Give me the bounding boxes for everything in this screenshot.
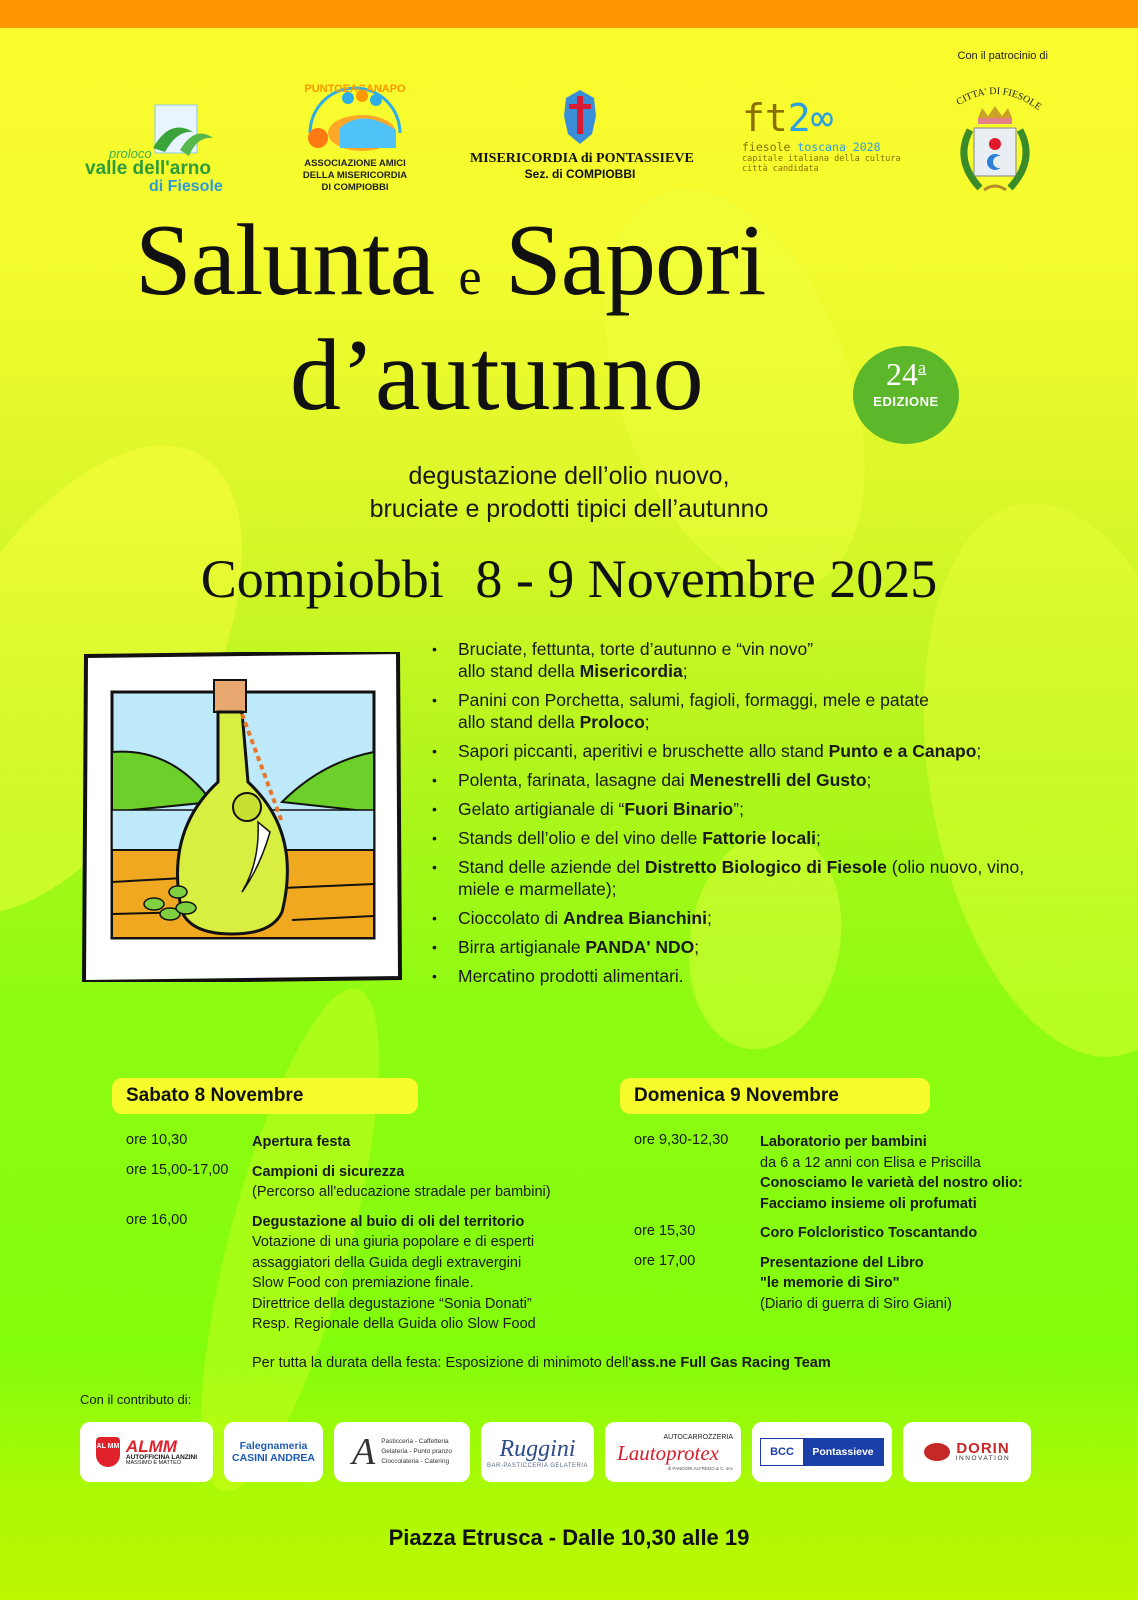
proloco-place: di Fiesole <box>149 178 223 195</box>
falegnameria-line1: Falegnameria <box>239 1440 308 1452</box>
event-time: ore 17,00 <box>634 1252 696 1269</box>
schedule-row <box>634 1253 1074 1315</box>
pasticceria-line3: Cioccolateria - Catering <box>381 1458 450 1465</box>
food-stands-list <box>430 638 1070 994</box>
olive-oil-bottle-icon <box>82 652 402 982</box>
ft-line2: capitale italiana della cultura <box>742 154 901 164</box>
misericordia-shield-icon <box>562 88 598 146</box>
event-title: Laboratorio per bambini <box>760 1134 927 1150</box>
punto-canapo-line3: DI COMPIOBBI <box>321 182 389 193</box>
misericordia-line1: MISERICORDIA di PONTASSIEVE <box>470 151 694 166</box>
almm-line3: MASSIMO E MATTEO <box>125 1460 182 1466</box>
ft-2-mark: 2 <box>787 96 811 140</box>
ft2028-logo <box>742 98 902 183</box>
event-time: ore 16,00 <box>126 1211 188 1228</box>
list-item: • Bruciate, fettunta, torte d’autunno e “vin novo” allo stand della Misericordia; <box>430 638 1070 682</box>
event-detail: assaggiatori della Guida degli extravergini <box>252 1254 522 1271</box>
bcc-name: Pontassieve <box>803 1439 883 1465</box>
title-word-salunta: Salunta <box>135 204 434 317</box>
svg-text:CITTA' DI FIESOLE: CITTA' DI FIESOLE <box>954 85 1044 113</box>
event-detail: (Percorso all'educazione stradale per bambini) <box>252 1184 551 1200</box>
almm-line2: AUTOFFICINA LANZINI <box>125 1453 198 1461</box>
ft-fiesole: fiesole <box>742 140 791 154</box>
list-item: • Panini con Porchetta, salumi, fagioli, formaggi, mele e patate allo stand della Proloco; <box>430 689 1070 733</box>
sponsor-lautoprotex <box>605 1422 741 1482</box>
event-time: ore 10,30 <box>126 1132 188 1148</box>
infinity-icon: ∞ <box>810 96 834 140</box>
list-item: • Mercatino prodotti alimentari. <box>430 965 1070 987</box>
bcc-mark: BCC <box>761 1439 803 1465</box>
sunday-schedule <box>634 1132 1074 1323</box>
event-time: ore 9,30-12,30 <box>634 1132 729 1148</box>
almm-shield-icon: AL MM <box>96 1437 120 1467</box>
event-detail-bold: Facciamo insieme oli profumati <box>760 1195 977 1212</box>
exhibition-note-text: Per tutta la durata della festa: Esposizione di minimoto dell' <box>252 1355 632 1371</box>
schedule-row <box>126 1212 596 1335</box>
event-title: Degustazione al buio di oli del territorio <box>252 1213 525 1230</box>
event-detail: Resp. Regionale della Guida olio Slow Food <box>252 1316 536 1332</box>
edition-ordinal: a <box>918 357 926 378</box>
proloco-logo <box>85 100 255 195</box>
svg-text:PUNTOEACANAPO: PUNTOEACANAPO <box>304 83 406 95</box>
main-title-line1 <box>135 204 766 317</box>
citta-di-fiesole-crest <box>940 80 1050 205</box>
subtitle-line1: degustazione dell’olio nuovo, <box>408 462 730 490</box>
list-item: • Polenta, farinata, lasagne dai Menestrelli del Gusto; <box>430 769 1070 791</box>
ft-toscana: toscana 2028 <box>797 140 881 154</box>
lautoprotex-line3: di PANDORI ALFREDO & C. snc <box>667 1465 733 1471</box>
event-title: Presentazione del Libro <box>760 1254 924 1271</box>
event-detail: Slow Food con premiazione finale. <box>252 1275 474 1291</box>
ruggini-name: Ruggini <box>499 1435 576 1462</box>
event-detail: da 6 a 12 anni con Elisa e Priscilla <box>760 1154 981 1171</box>
saturday-schedule <box>126 1132 596 1344</box>
event-time: ore 15,00-17,00 <box>126 1161 229 1178</box>
sponsor-dorin <box>903 1422 1031 1482</box>
list-item: • Cioccolato di Andrea Bianchini; <box>430 907 1070 929</box>
punto-canapo-line1: ASSOCIAZIONE AMICI <box>304 158 406 169</box>
lautoprotex-line1: AUTOCARROZZERIA <box>663 1433 733 1441</box>
pasticceria-line2: Gelateria - Punto pranzo <box>381 1448 453 1455</box>
event-detail: (Diario di guerra di Siro Giani) <box>760 1295 952 1312</box>
top-orange-bar <box>0 0 1138 28</box>
punto-canapo-emblem-icon <box>300 78 410 153</box>
misericordia-logo <box>470 88 694 181</box>
contributors-label: Con il contributo di: <box>80 1392 192 1407</box>
punto-e-a-canapo-logo <box>290 78 420 198</box>
edition-number-value: 24 <box>886 356 918 392</box>
schedule-row <box>126 1132 596 1153</box>
ruggini-tagline: BAR-PASTICCERIA GELATERIA <box>487 1462 588 1469</box>
sponsor-bcc <box>752 1422 892 1482</box>
title-word-sapori: Sapori <box>505 204 766 317</box>
event-title: Campioni di sicurezza <box>252 1163 405 1180</box>
ft-line3: città candidata <box>742 164 819 174</box>
event-place: Compiobbi <box>200 549 444 609</box>
fiesole-crest-icon <box>940 80 1050 205</box>
event-detail-bold: "le memorie di Siro" <box>760 1275 900 1291</box>
sunday-heading: Domenica 9 Novembre <box>620 1078 930 1114</box>
main-title-line2: d’autunno <box>290 319 704 432</box>
event-detail: Votazione di una giuria popolare e di esperti <box>252 1234 535 1250</box>
schedule-row <box>126 1162 596 1203</box>
sponsor-pasticceria <box>334 1422 470 1482</box>
punto-canapo-line2: DELLA MISERICORDIA <box>302 170 408 181</box>
schedule-row <box>634 1223 1074 1244</box>
proloco-name: valle dell'arno <box>85 158 211 179</box>
dorin-tagline: INNOVATION <box>955 1455 1011 1463</box>
event-time: ore 15,30 <box>634 1223 696 1239</box>
event-dates: 8 - 9 Novembre 2025 <box>475 549 938 609</box>
event-dateline <box>0 548 1138 610</box>
exhibition-note <box>252 1355 831 1371</box>
subtitle-line2: bruciate e prodotti tipici dell’autunno <box>369 495 769 523</box>
sponsor-ruggini <box>481 1422 594 1482</box>
lautoprotex-name: Lautoprotex <box>617 1440 719 1465</box>
patrocinio-label: Con il patrocinio di <box>957 50 1048 62</box>
sponsor-logos <box>80 1422 1031 1482</box>
pasticceria-monogram-icon: A <box>351 1431 376 1473</box>
dorin-emblem-icon <box>924 1443 950 1461</box>
sponsor-falegnameria <box>224 1422 323 1482</box>
list-item: • Stand delle aziende del Distretto Biologico di Fiesole (olio nuovo, vino, miele e marmellate); <box>430 856 1070 900</box>
subtitle <box>0 460 1138 526</box>
misericordia-line2: Sez. di COMPIOBBI <box>524 167 636 181</box>
proloco-small-text: proloco <box>109 146 152 161</box>
event-detail-bold: Conosciamo le varietà del nostro olio: <box>760 1175 1023 1191</box>
event-detail: Direttrice della degustazione “Sonia Donati” <box>252 1295 532 1312</box>
falegnameria-line2: CASINI ANDREA <box>231 1452 316 1464</box>
sponsor-almm <box>80 1422 213 1482</box>
pasticceria-line1: Pasticceria - Caffetteria <box>381 1438 449 1445</box>
edition-number <box>853 358 959 390</box>
olive-oil-bottle-illustration <box>82 652 402 982</box>
event-title: Apertura festa <box>252 1134 351 1150</box>
schedule-row <box>634 1132 1074 1214</box>
venue-hours: Piazza Etrusca - Dalle 10,30 alle 19 <box>388 1525 750 1550</box>
list-item: • Stands dell’olio e del vino delle Fattorie locali; <box>430 827 1070 849</box>
title-conj: e <box>458 249 481 306</box>
almm-name: ALMM <box>125 1436 177 1456</box>
saturday-heading: Sabato 8 Novembre <box>112 1078 418 1114</box>
ft-mark: ft <box>742 96 788 140</box>
list-item: • Birra artigianale PANDA' NDO; <box>430 936 1070 958</box>
event-title: Coro Folcloristico Toscantando <box>760 1225 978 1241</box>
edition-badge <box>853 346 959 444</box>
exhibition-note-team: ass.ne Full Gas Racing Team <box>631 1355 831 1371</box>
list-item: • Gelato artigianale di “Fuori Binario”; <box>430 798 1070 820</box>
dorin-name: DORIN <box>956 1440 1010 1458</box>
list-item: • Sapori piccanti, aperitivi e bruschette allo stand Punto e a Canapo; <box>430 740 1070 762</box>
edition-label: EDIZIONE <box>873 394 939 409</box>
